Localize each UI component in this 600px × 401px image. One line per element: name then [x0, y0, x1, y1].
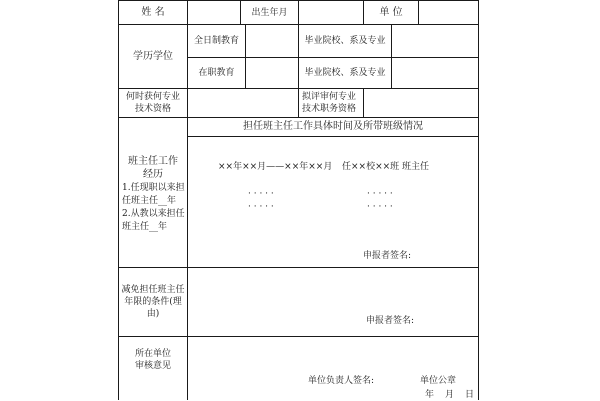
experience-item1-line2: 任班主任__年	[122, 196, 177, 206]
obtained-qualification-label-line1: 何时获何专业	[125, 92, 180, 102]
name-label: 姓 名	[141, 6, 165, 18]
experience-table-header: 担任班主任工作具体时间及所带班级情况	[243, 121, 423, 132]
unit-seal: 单位公章	[420, 376, 457, 386]
inservice-graduate-school-label: 毕业院校、系及专业	[304, 68, 386, 78]
experience-title-line2: 经历	[143, 169, 163, 180]
rule-exempt-bottom	[118, 336, 478, 337]
leader-signature: 单位负责人签名:	[308, 376, 375, 386]
experience-dots-left-2: · · · · ·	[248, 202, 274, 212]
name-value[interactable]	[188, 1, 240, 24]
birth-date-label: 出生年月	[251, 7, 288, 18]
proposed-qualification-value[interactable]	[364, 89, 478, 117]
proposed-qualification-label-line1: 拟评审何专业	[302, 92, 357, 102]
exemption-signature: 申报者签名:	[366, 316, 415, 326]
exemption-label-line3: 由)	[146, 309, 160, 319]
experience-item2-line1: 2.从教以来担任	[122, 209, 185, 219]
experience-dots-right-2: · · · · ·	[367, 202, 393, 212]
rule-exp-header-bottom	[187, 136, 478, 137]
fulltime-education-value[interactable]	[246, 25, 298, 57]
experience-sample-class: 任××校××班 班主任	[342, 162, 430, 172]
date-month: 月	[445, 390, 455, 400]
fulltime-graduate-school-label: 毕业院校、系及专业	[304, 36, 386, 46]
unit-value[interactable]	[419, 1, 478, 24]
obtained-qualification-label-line2: 技术资格	[134, 104, 171, 114]
date-year: 年	[425, 390, 435, 400]
exemption-label-line2: 年限的条件(理	[124, 297, 182, 307]
proposed-qualification-label-line2: 技术职务资格	[302, 104, 357, 114]
unit-label: 单 位	[379, 6, 403, 18]
obtained-qualification-value[interactable]	[188, 89, 298, 117]
rule-exp-bottom	[118, 267, 478, 268]
exemption-label-line1: 减免担任班主任	[121, 285, 185, 295]
fulltime-graduate-school-value[interactable]	[392, 25, 478, 57]
inservice-education-label: 在职教育	[198, 68, 235, 78]
review-label-line1: 所在单位	[134, 349, 171, 359]
review-label-line2: 审核意见	[134, 361, 171, 371]
fulltime-education-label: 全日制教育	[193, 36, 239, 46]
experience-title-line1: 班主任工作	[128, 156, 178, 167]
experience-dots-left-1: · · · · ·	[248, 189, 274, 199]
date-day: 日	[465, 390, 475, 400]
birth-date-value[interactable]	[299, 1, 363, 24]
rule-right	[478, 0, 479, 400]
experience-item2-line2: 班主任__年	[122, 222, 168, 232]
inservice-graduate-school-value[interactable]	[392, 58, 478, 88]
experience-dots-right-1: · · · · ·	[367, 189, 393, 199]
experience-sample-time: ××年××月——××年××月	[218, 162, 333, 172]
experience-signature: 申报者签名:	[363, 251, 412, 261]
education-label: 学历学位	[133, 50, 173, 62]
inservice-education-value[interactable]	[246, 58, 298, 88]
experience-item1-line1: 1.任现职以来担	[122, 183, 185, 193]
